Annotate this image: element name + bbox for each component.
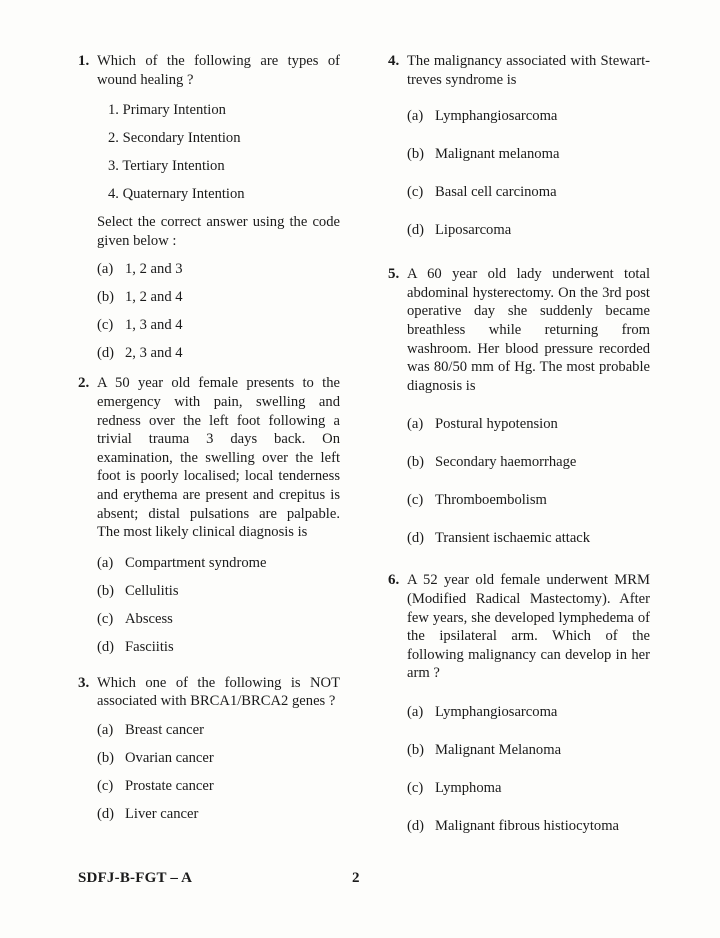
option-key: (a) xyxy=(97,721,114,738)
option-text: 1, 2 and 3 xyxy=(125,261,183,278)
option-text: Transient ischaemic attack xyxy=(435,530,591,547)
option-text: Liposarcoma xyxy=(435,222,512,239)
option-text: Prostate cancer xyxy=(125,777,214,794)
option-text: Lymphangiosarcoma xyxy=(435,108,558,125)
question-5 xyxy=(388,265,650,547)
statement-item: 1. Primary Intention xyxy=(108,102,226,119)
option-key: (d) xyxy=(97,345,115,362)
option-key: (a) xyxy=(407,416,424,433)
page-number: 2 xyxy=(352,870,360,886)
option-key: (c) xyxy=(407,492,424,509)
option-text: Breast cancer xyxy=(125,721,204,738)
option-text: Liver cancer xyxy=(125,805,199,822)
option-text: Ovarian cancer xyxy=(125,749,214,766)
option-text: Malignant Melanoma xyxy=(435,741,562,758)
option-item xyxy=(407,221,650,239)
option-text: Malignant melanoma xyxy=(435,146,560,163)
option-key: (a) xyxy=(97,261,114,278)
option-key: (c) xyxy=(97,317,114,334)
option-key: (a) xyxy=(97,554,114,571)
question-text: A 52 year old female underwent MRM (Modified Radical Mastectomy). After few years, she developed lymphedema of the ipsilateral arm. Which of the following malignancy can develop in her arm ? xyxy=(407,572,650,682)
question-number: 4. xyxy=(388,53,400,69)
option-item xyxy=(97,721,340,739)
option-text: Secondary haemorrhage xyxy=(435,454,577,471)
option-text: Basal cell carcinoma xyxy=(435,184,557,201)
option-text: Fasciitis xyxy=(125,638,174,655)
option-list xyxy=(407,107,650,239)
option-list xyxy=(97,554,340,656)
question-instruction: Select the correct answer using the code given below : xyxy=(97,214,340,249)
option-item xyxy=(407,817,650,835)
option-key: (d) xyxy=(407,222,425,239)
option-key: (b) xyxy=(407,146,425,163)
statement-item: 2. Secondary Intention xyxy=(108,130,241,147)
left-column xyxy=(78,52,340,823)
option-key: (c) xyxy=(407,184,424,201)
question-text: Which one of the following is NOT associated with BRCA1/BRCA2 genes ? xyxy=(97,674,340,710)
option-key: (d) xyxy=(97,638,115,655)
option-key: (d) xyxy=(407,530,425,547)
option-item xyxy=(407,491,650,509)
option-text: Lymphangiosarcoma xyxy=(435,703,558,720)
option-list xyxy=(97,721,340,823)
option-list xyxy=(407,415,650,547)
question-text: The malignancy associated with Stewart-treves syndrome is xyxy=(407,53,650,88)
option-item xyxy=(97,610,340,628)
question-text: Which of the following are types of wound healing ? xyxy=(97,53,340,88)
question-number: 5. xyxy=(388,266,400,283)
option-text: 1, 3 and 4 xyxy=(125,317,183,334)
question-4 xyxy=(388,52,650,239)
option-key: (c) xyxy=(97,777,114,794)
option-text: 1, 2 and 4 xyxy=(125,289,183,306)
option-text: 2, 3 and 4 xyxy=(125,345,183,362)
option-text: Postural hypotension xyxy=(435,416,558,433)
option-item xyxy=(97,288,340,306)
option-key: (b) xyxy=(407,454,425,471)
statement-list xyxy=(97,101,340,203)
option-key: (c) xyxy=(97,610,114,627)
question-text: A 50 year old female presents to the emergency with pain, swelling and redness over the left foot following a trivial trauma 3 days back. On examination, the swelling over the left foot is poorly localised; local tenderness and erythema are present and crepitus is absent; distal pulsations are palpable. The most likely clinical diagnosis is xyxy=(97,375,340,541)
booklet-code: SDFJ-B-FGT – A xyxy=(78,870,193,886)
option-item xyxy=(407,779,650,797)
option-item xyxy=(407,107,650,125)
question-2 xyxy=(78,374,340,655)
option-item xyxy=(97,805,340,823)
option-key: (b) xyxy=(97,582,115,599)
question-number: 3. xyxy=(78,674,90,691)
option-text: Lymphoma xyxy=(435,779,502,796)
option-item xyxy=(97,260,340,278)
option-text: Malignant fibrous histiocytoma xyxy=(435,817,620,834)
option-key: (b) xyxy=(97,749,115,766)
option-key: (b) xyxy=(97,289,115,306)
statement-item: 4. Quaternary Intention xyxy=(108,186,245,203)
option-item xyxy=(97,638,340,656)
option-list xyxy=(97,260,340,362)
option-text: Thromboembolism xyxy=(435,492,547,509)
option-item xyxy=(97,554,340,572)
option-item xyxy=(97,582,340,600)
option-key: (b) xyxy=(407,741,425,758)
question-text: A 60 year old lady underwent total abdominal hysterectomy. On the 3rd post operative day she suddenly became breathless while returning from washroom. Her blood pressure recorded was 80/50 mm of Hg. The most probable diagnosis is xyxy=(407,266,650,394)
question-number: 1. xyxy=(78,53,90,69)
question-6 xyxy=(388,571,650,835)
option-item xyxy=(407,529,650,547)
option-key: (a) xyxy=(407,108,424,125)
option-text: Abscess xyxy=(125,610,173,627)
question-3 xyxy=(78,674,340,823)
option-key: (d) xyxy=(97,805,115,822)
option-item xyxy=(407,453,650,471)
option-item xyxy=(407,741,650,759)
option-item xyxy=(97,344,340,362)
option-list xyxy=(407,703,650,835)
question-number: 6. xyxy=(388,572,400,589)
option-text: Cellulitis xyxy=(125,582,179,599)
option-key: (d) xyxy=(407,817,425,834)
option-key: (c) xyxy=(407,779,424,796)
option-item xyxy=(407,145,650,163)
option-item xyxy=(97,777,340,795)
question-number: 2. xyxy=(78,375,90,392)
option-item xyxy=(407,183,650,201)
question-1 xyxy=(78,52,340,362)
option-item xyxy=(407,703,650,721)
option-item xyxy=(97,749,340,767)
right-column xyxy=(388,52,650,835)
option-item xyxy=(97,316,340,334)
option-item xyxy=(407,415,650,433)
option-key: (a) xyxy=(407,703,424,720)
statement-item: 3. Tertiary Intention xyxy=(108,158,225,175)
option-text: Compartment syndrome xyxy=(125,554,267,571)
